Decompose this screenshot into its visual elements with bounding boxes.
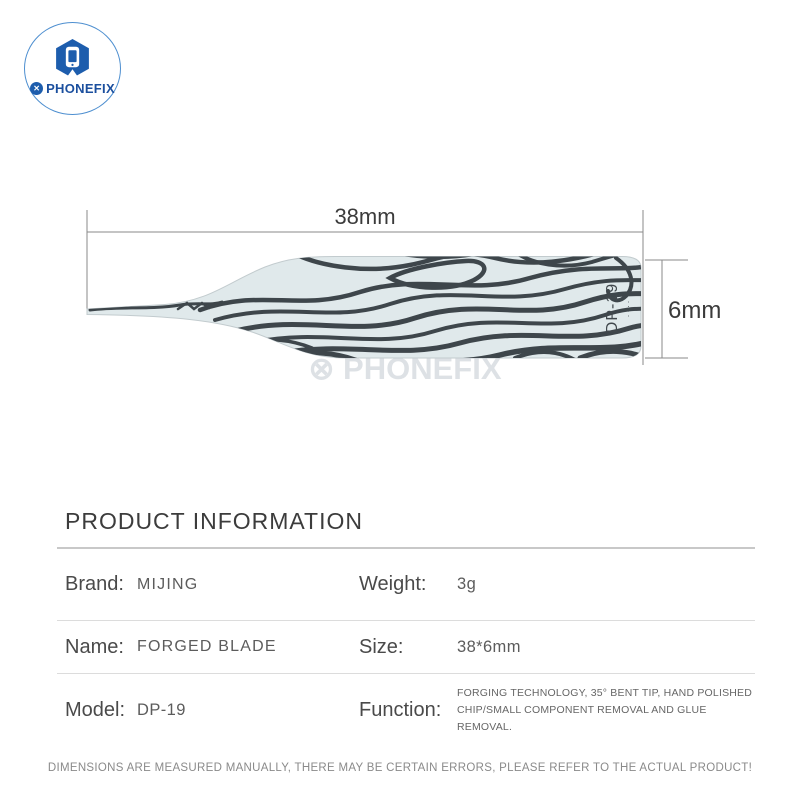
phonefix-watermark: ⊗ PHONEFIX — [308, 351, 502, 386]
spec-row-model-function — [57, 674, 755, 746]
function-label: Function: — [359, 698, 442, 721]
weight-value: 3g — [457, 575, 477, 593]
model-value: DP-19 — [137, 700, 186, 719]
size-value: 38*6mm — [457, 637, 521, 656]
product-information-section — [57, 500, 755, 746]
height-dimension-label: 6mm — [668, 297, 722, 324]
phonefix-logo — [24, 22, 121, 115]
brand-value: MIJING — [137, 575, 199, 593]
phonefix-wrench-icon — [52, 38, 93, 79]
function-value — [457, 685, 755, 736]
function-value-line-2: CHIP/SMALL COMPONENT REMOVAL AND GLUE REMOVAL. — [457, 703, 707, 733]
blade-diagram-svg — [60, 190, 740, 400]
spec-row-name-size — [57, 621, 755, 674]
model-label: Model: — [65, 698, 126, 721]
x-badge-icon: ✕ — [30, 82, 43, 95]
product-information-heading: PRODUCT INFORMATION — [57, 500, 755, 549]
brand-label: Brand: — [65, 573, 124, 595]
blade-model-marking: DP-19 — [604, 282, 621, 334]
name-label: Name: — [65, 635, 124, 658]
disclaimer-text: DIMENSIONS ARE MEASURED MANUALLY, THERE MAY BE CERTAIN ERRORS, PLEASE REFER TO THE ACTUAL PRODUCT! — [47, 762, 753, 774]
width-dimension-label: 38mm — [334, 204, 396, 229]
logo-brand-text: PHONEFIX — [46, 80, 115, 96]
name-value: FORGED BLADE — [137, 638, 277, 655]
tweezer-blade-illustration — [87, 242, 655, 366]
size-label: Size: — [359, 635, 404, 658]
blade-dimension-diagram — [60, 190, 740, 400]
function-value-line-1: FORGING TECHNOLOGY, 35° BENT TIP, HAND POLISHED — [457, 686, 753, 699]
spec-row-brand-weight — [57, 549, 755, 621]
logo-text-row — [30, 81, 115, 96]
blade-fine-print: ···· — [624, 298, 633, 318]
weight-label: Weight: — [359, 573, 427, 595]
